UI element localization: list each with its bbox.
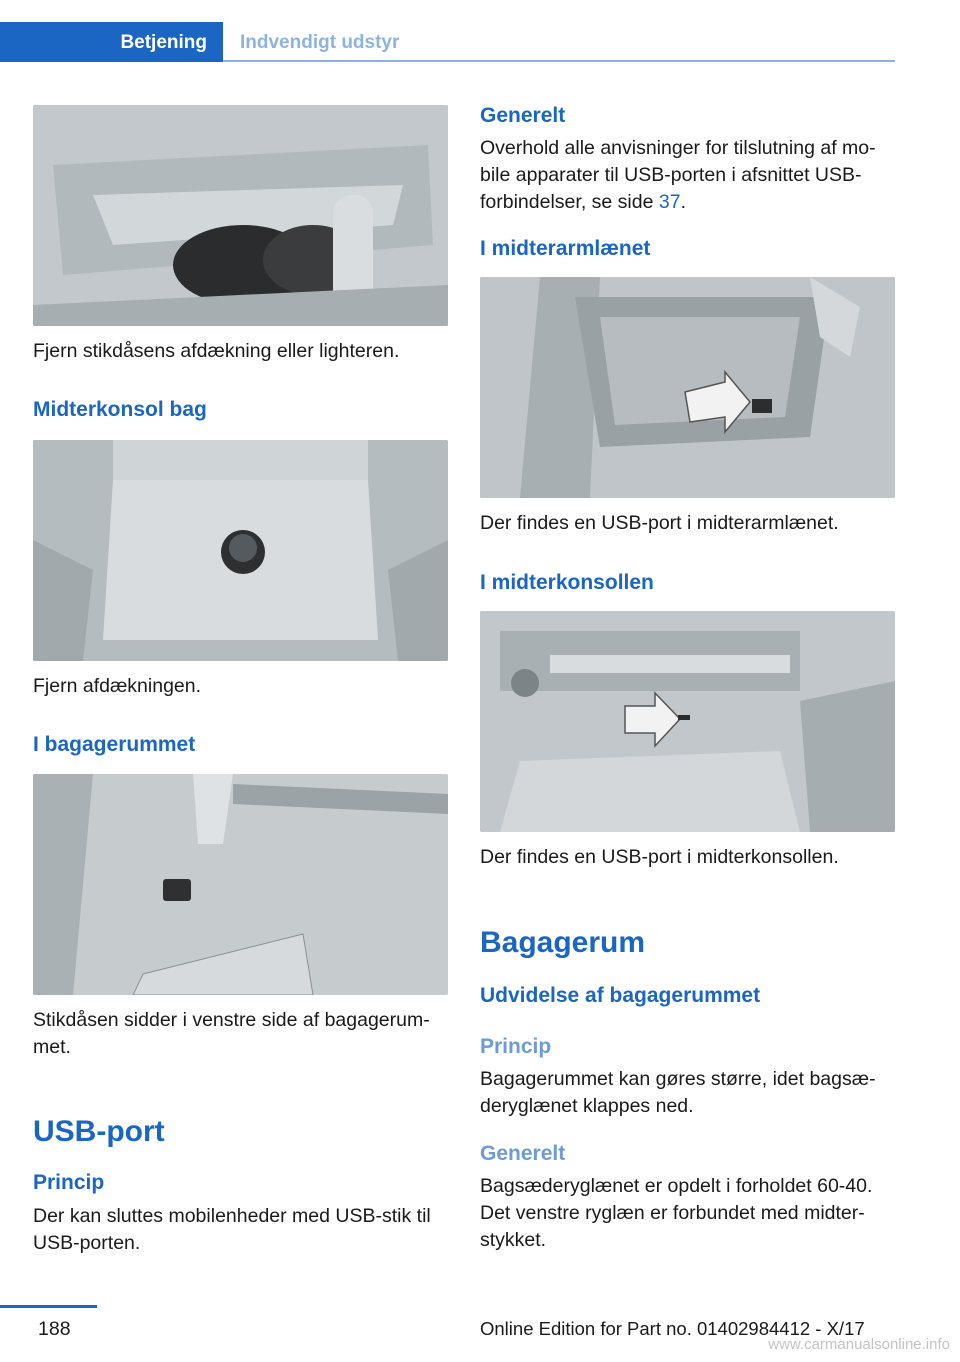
- page-number: 188: [38, 1318, 71, 1340]
- generelt2-line1: Bagsæderyglænet er opdelt i forholdet 60-40.: [480, 1175, 873, 1197]
- section-title-usb-port: USB-port: [33, 1115, 165, 1148]
- princip-text-line2: USB-porten.: [33, 1232, 141, 1254]
- watermark: www.carmanualsonline.info: [768, 1336, 950, 1353]
- subheading-princip: Princip: [33, 1171, 105, 1194]
- page-ref-link[interactable]: 37: [658, 191, 681, 213]
- header-tab-betjening[interactable]: Betjening: [0, 22, 223, 62]
- generelt-line1: Overhold alle anvisninger for tilslutning af mo-: [480, 137, 876, 159]
- header-tab-indvendigt-udstyr[interactable]: Indvendigt udstyr: [240, 32, 400, 53]
- generelt2-line2: Det venstre ryglæn er forbundet med midter-: [480, 1202, 865, 1224]
- edition-note: Online Edition for Part no. 01402984412 - X/17: [480, 1318, 865, 1339]
- subheading-princip-right: Princip: [480, 1035, 552, 1058]
- subheading-generelt: Generelt: [480, 104, 566, 127]
- generelt-line3-text: forbindelser, se side: [480, 191, 659, 213]
- subheading-generelt-right: Generelt: [480, 1142, 566, 1165]
- caption-trunk-socket-line2: met.: [33, 1036, 71, 1058]
- caption-remove-cap: Fjern afdækningen.: [33, 675, 202, 697]
- section-title-bagagerum: Bagagerum: [480, 926, 646, 959]
- armrest-usb-illustration: [480, 277, 895, 498]
- caption-armrest-usb: Der findes en USB-port i midterarmlænet.: [480, 512, 839, 534]
- caption-remove-cover: Fjern stikdåsens afdækning eller lighteren.: [33, 340, 400, 362]
- princip-right-line2: deryglænet klappes ned.: [480, 1095, 694, 1117]
- rear-console-illustration: [33, 440, 448, 661]
- heading-midterkonsol-bag: Midterkonsol bag: [33, 398, 207, 421]
- generelt-line3-end: .: [680, 191, 686, 213]
- footer-rule: [0, 1305, 97, 1308]
- princip-text-line1: Der kan sluttes mobilenheder med USB-stik til: [33, 1205, 431, 1227]
- trunk-socket-illustration: [33, 774, 448, 995]
- heading-i-midterkonsollen: I midterkonsollen: [480, 571, 654, 594]
- heading-i-bagagerummet: I bagagerummet: [33, 733, 196, 756]
- caption-trunk-socket-line1: Stikdåsen sidder i venstre side af bagagerum-: [33, 1009, 430, 1031]
- heading-udvidelse: Udvidelse af bagagerummet: [480, 984, 761, 1007]
- generelt2-line3: stykket.: [480, 1229, 547, 1251]
- caption-console-usb: Der findes en USB-port i midterkonsollen.: [480, 846, 839, 868]
- generelt-line3: [480, 189, 686, 216]
- princip-right-line1: Bagagerummet kan gøres større, idet bagsæ-: [480, 1068, 876, 1090]
- header-rule: [223, 60, 895, 62]
- generelt-line2: bile apparater til USB-porten i afsnittet USB-: [480, 164, 862, 186]
- heading-i-midterarmlaenet: I midterarmlænet: [480, 237, 651, 260]
- cupholder-socket-illustration: [33, 105, 448, 326]
- console-usb-illustration: [480, 611, 895, 832]
